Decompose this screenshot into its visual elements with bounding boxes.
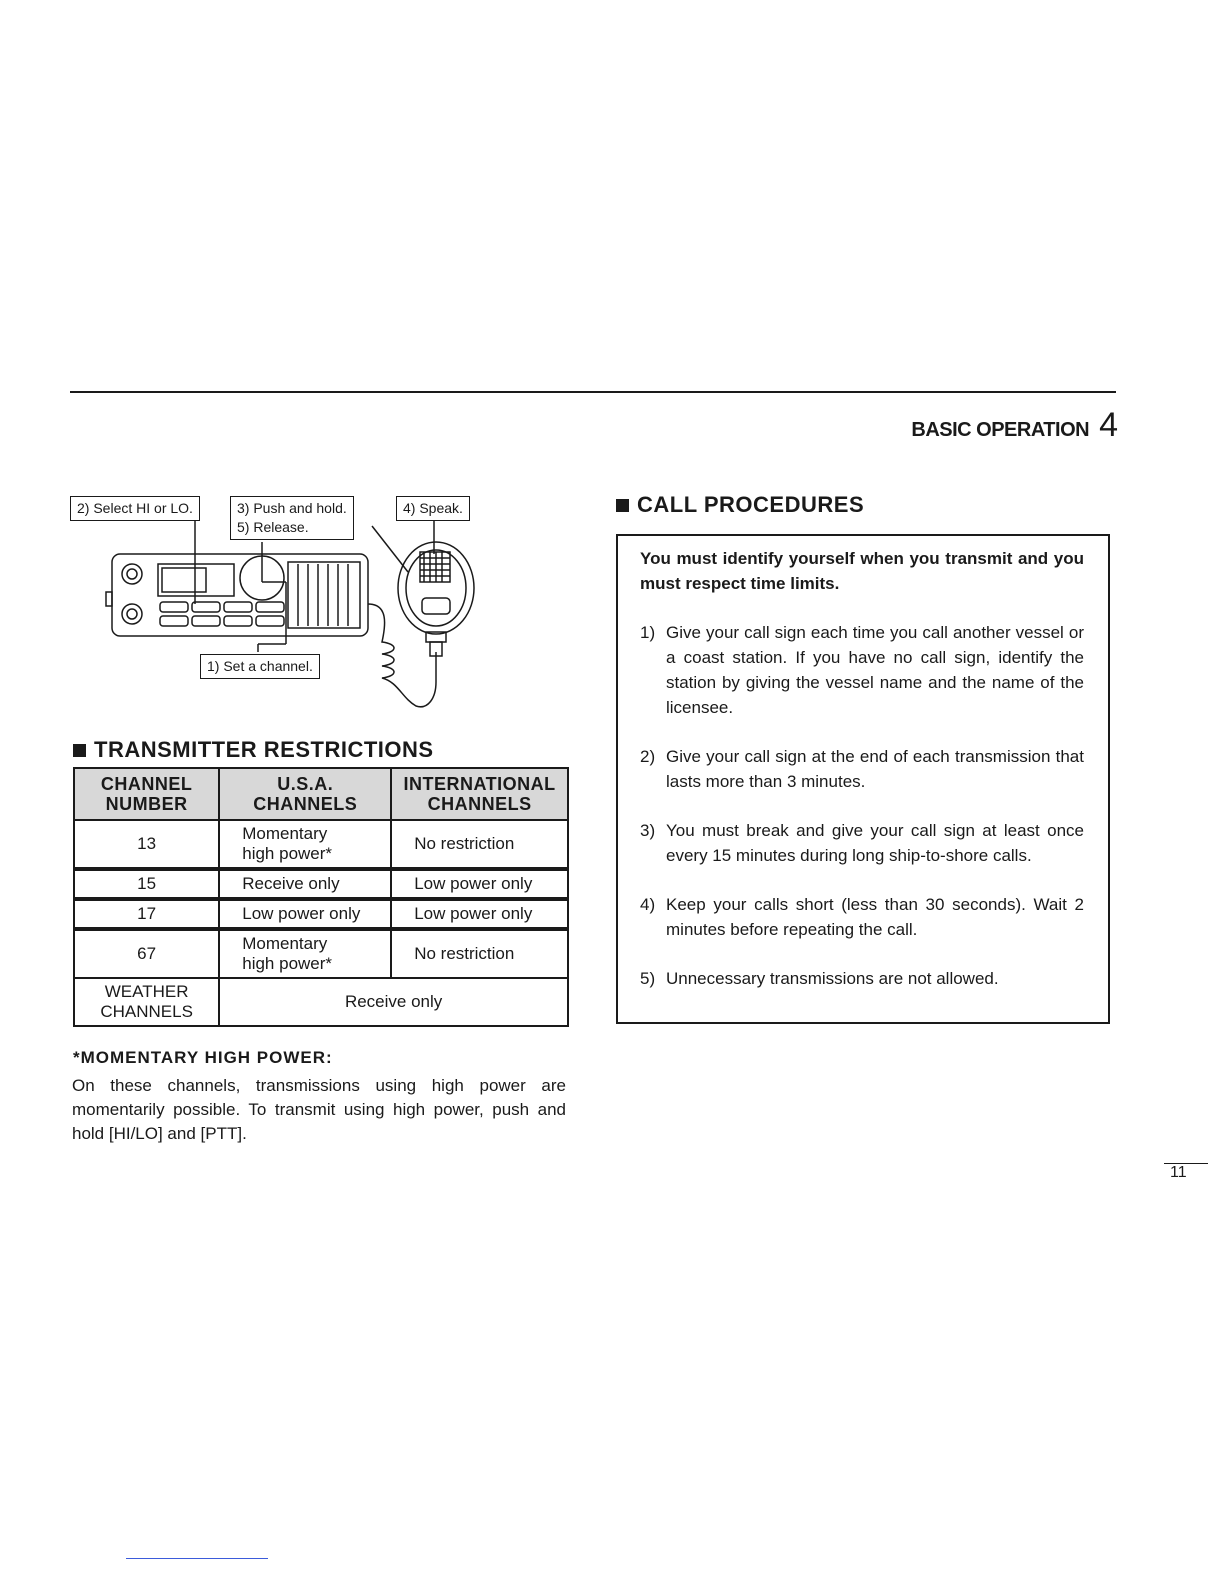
table-row: [74, 899, 568, 929]
weather-cell: Receive only: [219, 978, 568, 1026]
footnote-title: *MOMENTARY HIGH POWER:: [73, 1048, 333, 1067]
cell-line: high power*: [242, 954, 333, 973]
item-text: You must break and give your call sign at least once every 15 minutes during long ship-to-shore calls.: [666, 821, 1084, 865]
callout-set-channel: 1) Set a channel.: [200, 654, 320, 679]
callout-push-hold: [230, 496, 354, 540]
intl-cell: Low power only: [391, 869, 568, 899]
header-text: CHANNEL: [100, 774, 193, 794]
item-number: 2): [640, 747, 656, 766]
column-header-channel: [74, 768, 219, 820]
page-number: 11: [1170, 1164, 1187, 1181]
item-number: 3): [640, 821, 656, 840]
item-number: 1): [640, 623, 656, 642]
channel-cell: [74, 978, 219, 1026]
channel-cell: 13: [74, 820, 219, 869]
cell-line: CHANNELS: [100, 1002, 193, 1021]
item-text: Give your call sign at the end of each transmission that lasts more than 3 minutes.: [666, 747, 1084, 791]
cell-line: Momentary: [242, 934, 328, 953]
bottom-rule: [126, 1558, 268, 1559]
table-row: [74, 820, 568, 869]
header-text: NUMBER: [105, 794, 188, 814]
item-number: 5): [640, 969, 656, 988]
usa-cell: Receive only: [219, 869, 391, 899]
header-text: CHANNELS: [253, 794, 358, 814]
item-text: Unnecessary transmissions are not allowed.: [666, 969, 999, 988]
table-header-row: [74, 768, 568, 820]
item-text: Give your call sign each time you call another vessel or a coast station. If you have no call sign, identify the station by giving the vessel name and the name of the licensee.: [666, 623, 1084, 717]
item-number: 4): [640, 895, 656, 914]
cell-line: WEATHER: [104, 982, 189, 1001]
callout-select-hi-lo: 2) Select HI or LO.: [70, 496, 200, 521]
square-bullet-icon: [73, 744, 86, 757]
usa-cell: [219, 929, 391, 978]
header-rule: [70, 391, 1116, 393]
intl-cell: No restriction: [391, 929, 568, 978]
column-header-usa: [219, 768, 391, 820]
header-text: U.S.A.: [277, 774, 334, 794]
list-item: [640, 620, 1084, 720]
callout-release-line: 5) Release.: [237, 519, 309, 535]
table-row: [74, 869, 568, 899]
callout-speak: 4) Speak.: [396, 496, 470, 521]
list-item: [640, 966, 1084, 991]
radio-diagram: [68, 492, 488, 722]
column-header-international: [391, 768, 568, 820]
cell-line: high power*: [242, 844, 333, 863]
procedures-box: [616, 534, 1110, 1024]
table-row: [74, 978, 568, 1026]
section-number: 4: [1099, 406, 1118, 444]
section-name: BASIC OPERATION: [911, 419, 1090, 441]
call-procedures-heading: [616, 492, 864, 518]
usa-cell: Low power only: [219, 899, 391, 929]
call-procedures-heading-text: CALL PROCEDURES: [637, 492, 865, 517]
square-bullet-icon: [616, 499, 629, 512]
list-item: [640, 818, 1084, 868]
list-item: [640, 744, 1084, 794]
header-text: CHANNELS: [427, 794, 532, 814]
footnote-text: On these channels, transmissions using high power are momentarily possible. To transmit using high power, push and hold [HI/LO] and [PTT].: [72, 1076, 566, 1143]
transmitter-heading-text: TRANSMITTER RESTRICTIONS: [94, 737, 434, 762]
section-header: [911, 408, 1118, 442]
item-text: Keep your calls short (less than 30 seconds). Wait 2 minutes before repeating the call.: [666, 895, 1084, 939]
channel-cell: 17: [74, 899, 219, 929]
callout-push-hold-line: 3) Push and hold.: [237, 500, 347, 516]
channel-cell: 15: [74, 869, 219, 899]
transmitter-heading: [73, 737, 434, 763]
intl-cell: No restriction: [391, 820, 568, 869]
channel-cell: 67: [74, 929, 219, 978]
procedures-intro: You must identify yourself when you transmit and you must respect time limits.: [640, 549, 1084, 593]
cell-line: Momentary: [242, 824, 328, 843]
list-item: [640, 892, 1084, 942]
table-row: [74, 929, 568, 978]
restrictions-table: [73, 767, 569, 1027]
usa-cell: [219, 820, 391, 869]
header-text: INTERNATIONAL: [403, 774, 556, 794]
intl-cell: Low power only: [391, 899, 568, 929]
